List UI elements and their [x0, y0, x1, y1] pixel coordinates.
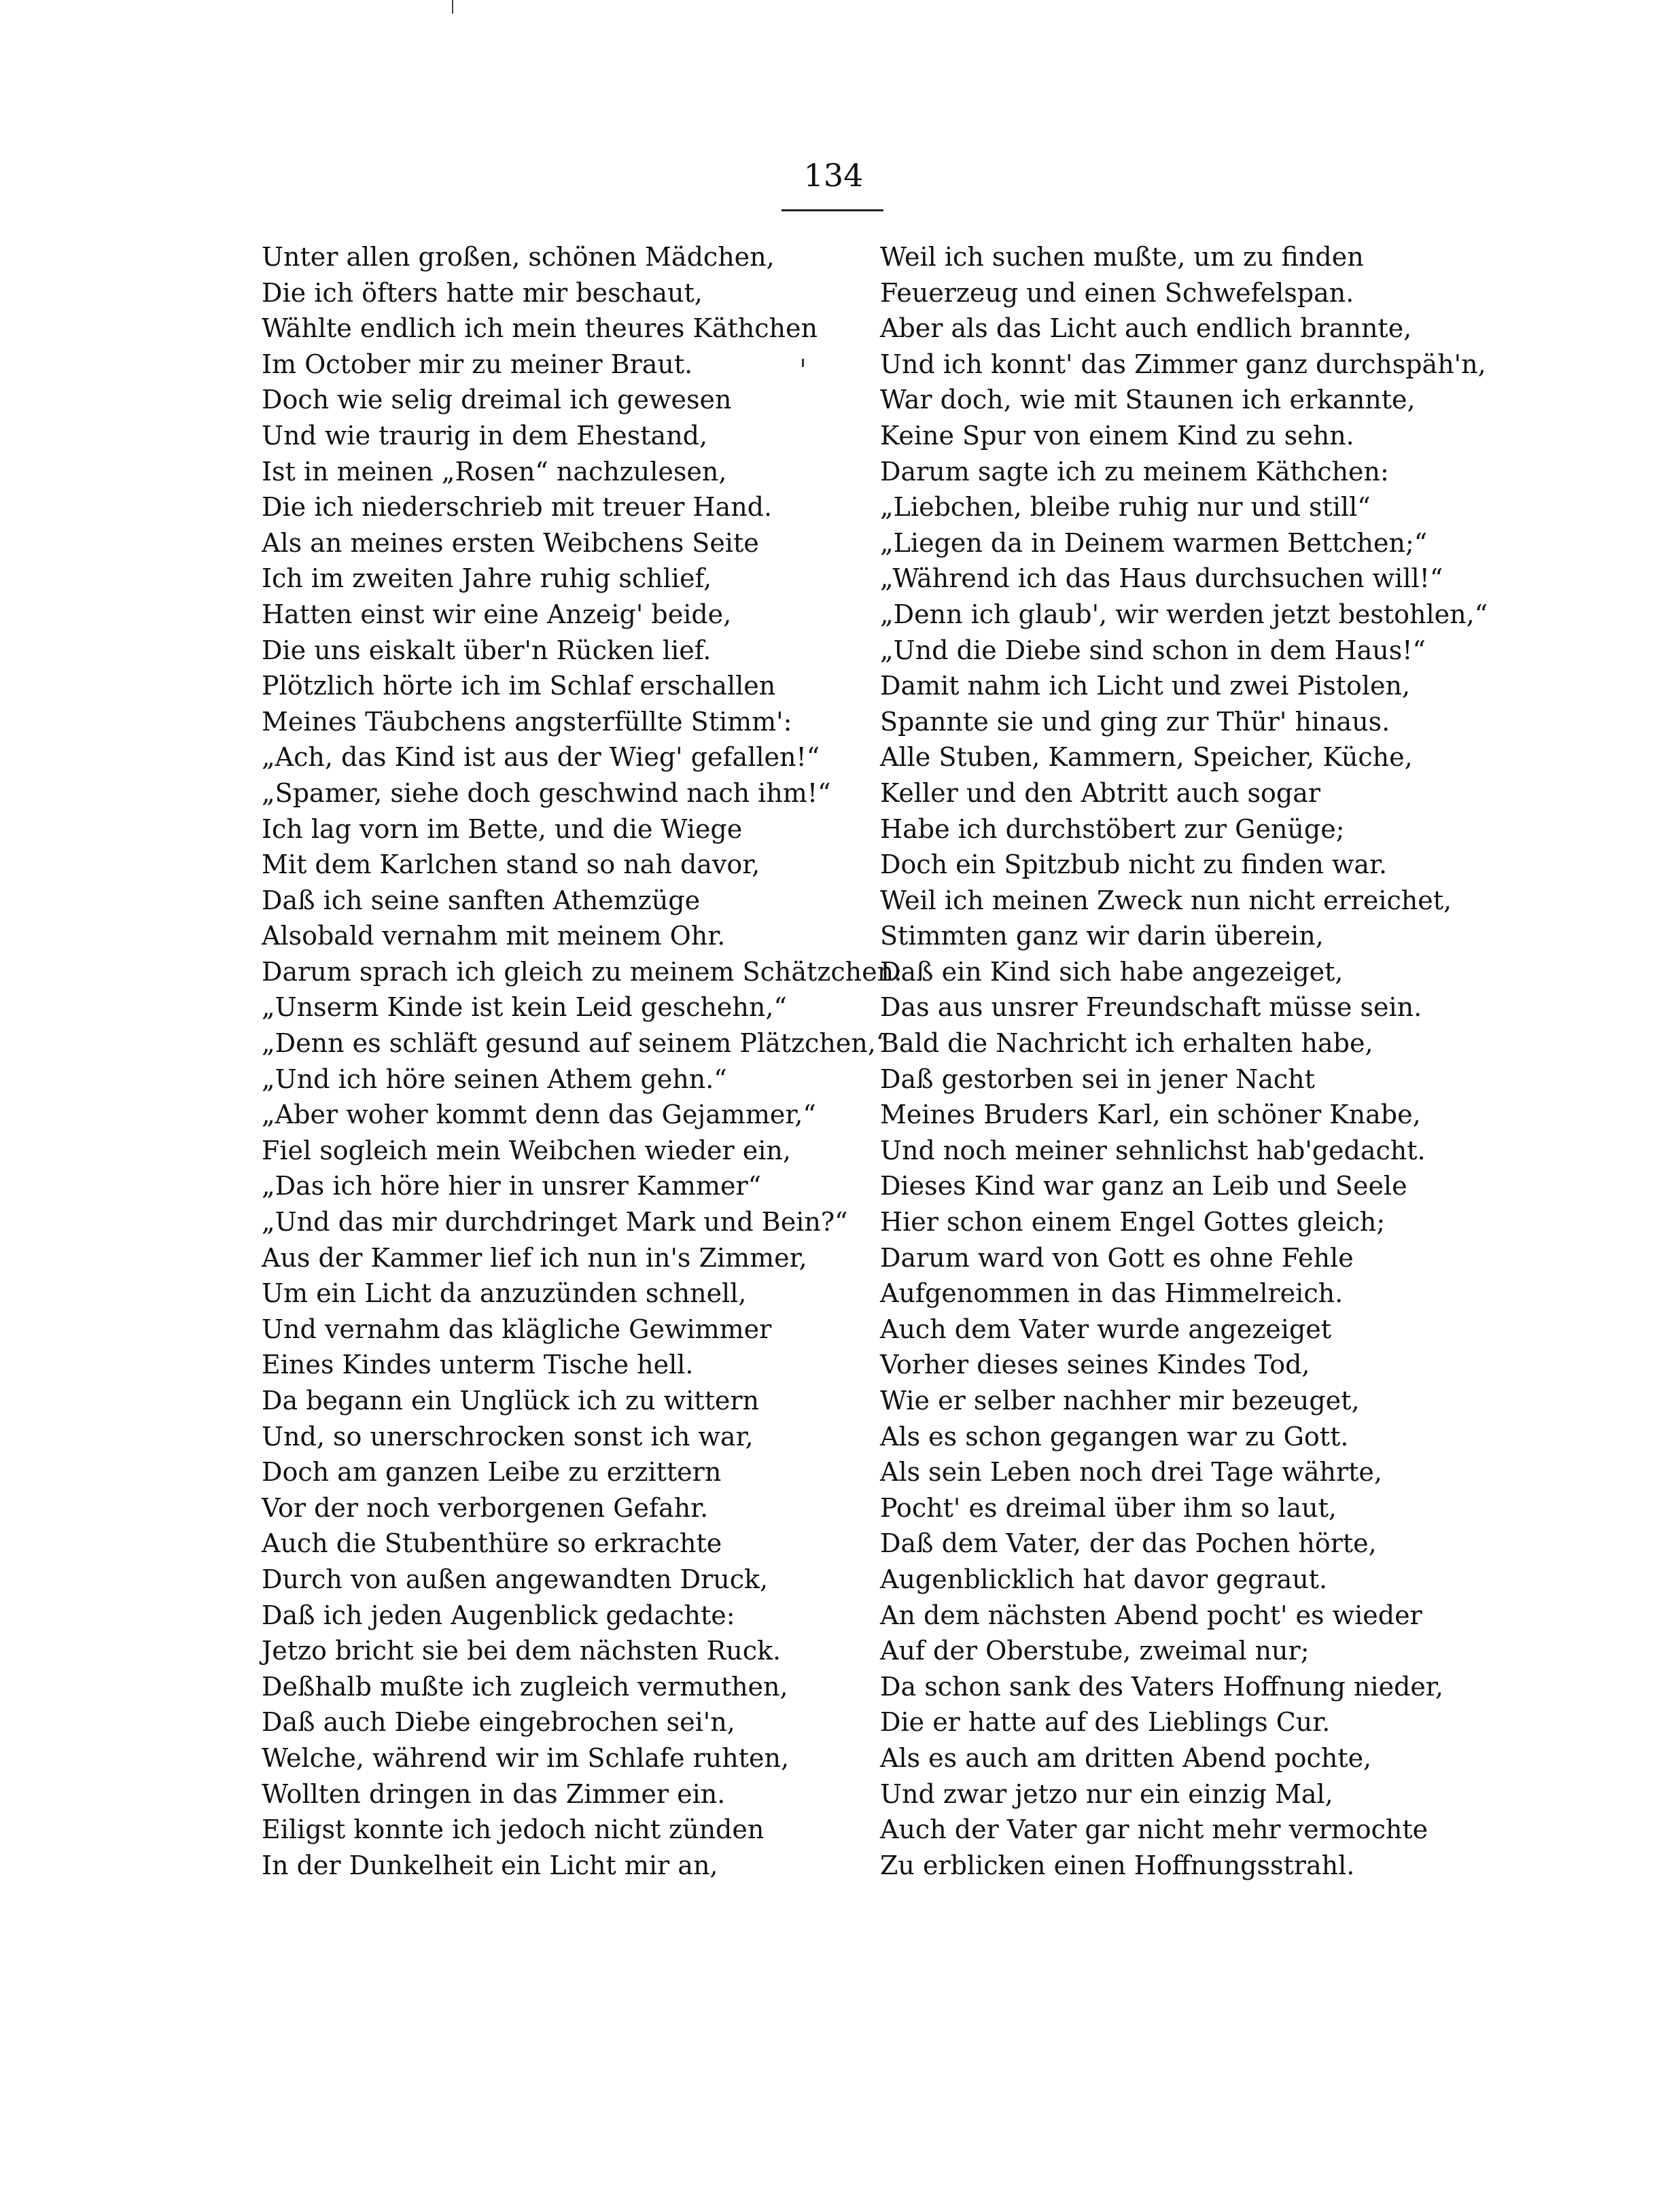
- verse-line: „Liebchen, bleibe ruhig nur und still“: [880, 492, 1371, 523]
- verse-line: Damit nahm ich Licht und zwei Pistolen,: [880, 671, 1411, 701]
- verse-line: Deßhalb mußte ich zugleich vermuthen,: [262, 1671, 788, 1702]
- verse-line: Dieses Kind war ganz an Leib und Seele: [880, 1171, 1407, 1201]
- verse-line: Wollten dringen in das Zimmer ein.: [262, 1778, 726, 1809]
- verse-line: Alle Stuben, Kammern, Speicher, Küche,: [880, 742, 1413, 773]
- verse-line: Keller und den Abtritt auch sogar: [880, 777, 1321, 808]
- verse-line: Ist in meinen „Rosen“ nachzulesen,: [262, 456, 727, 487]
- verse-line: „Ach, das Kind ist aus der Wieg' gefallen!“: [262, 742, 820, 773]
- verse-line: „Während ich das Haus durchsuchen will!“: [880, 563, 1443, 594]
- verse-line: Und, so unerschrocken sonst ich war,: [262, 1421, 754, 1452]
- verse-line: Hier schon einem Engel Gottes gleich;: [880, 1207, 1386, 1237]
- verse-line: Und vernahm das klägliche Gewimmer: [262, 1314, 772, 1344]
- verse-line: Die er hatte auf des Lieblings Cur.: [880, 1707, 1331, 1738]
- verse-line: Darum ward von Gott es ohne Fehle: [880, 1242, 1354, 1273]
- verse-line: „Denn es schläft gesund auf seinem Plätzchen,“: [262, 1028, 890, 1059]
- verse-line: Wie er selber nachher mir bezeuget,: [880, 1386, 1360, 1416]
- verse-line: „Spamer, siehe doch geschwind nach ihm!“: [262, 777, 831, 808]
- verse-line: Keine Spur von einem Kind zu sehn.: [880, 420, 1354, 451]
- verse-line: Meines Bruders Karl, ein schöner Knabe,: [880, 1100, 1421, 1130]
- verse-line: Aus der Kammer lief ich nun in's Zimmer,: [262, 1242, 807, 1273]
- verse-line: Eiligst konnte ich jedoch nicht zünden: [262, 1814, 765, 1845]
- verse-line: Habe ich durchstöbert zur Genüge;: [880, 813, 1345, 844]
- verse-line: „Liegen da in Deinem warmen Bettchen;“: [880, 527, 1428, 558]
- verse-line: Durch von außen angewandten Druck,: [262, 1564, 769, 1594]
- verse-line: Jetzo bricht sie bei dem nächsten Ruck.: [262, 1636, 782, 1666]
- verse-line: Pocht' es dreimal über ihm so laut,: [880, 1492, 1337, 1523]
- verse-line: Stimmten ganz wir darin überein,: [880, 921, 1324, 951]
- verse-line: Und wie traurig in dem Ehestand,: [262, 420, 708, 451]
- verse-line: In der Dunkelheit ein Licht mir an,: [262, 1850, 718, 1880]
- verse-line: Doch am ganzen Leibe zu erzittern: [262, 1457, 722, 1488]
- verse-line: Fiel sogleich mein Weibchen wieder ein,: [262, 1135, 791, 1165]
- verse-line: Die ich niederschrieb mit treuer Hand.: [262, 492, 773, 523]
- verse-line: Als es auch am dritten Abend pochte,: [880, 1742, 1372, 1773]
- verse-line: Daß auch Diebe eingebrochen sei'n,: [262, 1707, 735, 1738]
- verse-line: „Und das mir durchdringet Mark und Bein?“: [262, 1207, 848, 1237]
- verse-line: Doch wie selig dreimal ich gewesen: [262, 385, 732, 415]
- verse-line: Und zwar jetzo nur ein einzig Mal,: [880, 1778, 1333, 1809]
- verse-line: Wählte endlich ich mein theures Käthchen: [262, 313, 818, 344]
- verse-line: Welche, während wir im Schlafe ruhten,: [262, 1742, 790, 1773]
- verse-line: War doch, wie mit Staunen ich erkannte,: [880, 385, 1416, 415]
- verse-line: Spannte sie und ging zur Thür' hinaus.: [880, 706, 1390, 737]
- verse-line: Darum sagte ich zu meinem Käthchen:: [880, 456, 1389, 487]
- page-number: 134: [803, 157, 864, 194]
- verse-line: Vorher dieses seines Kindes Tod,: [880, 1350, 1310, 1380]
- verse-line: Augenblicklich hat davor gegraut.: [880, 1564, 1328, 1594]
- verse-line: Zu erblicken einen Hoffnungsstrahl.: [880, 1850, 1355, 1880]
- verse-line: Aufgenommen in das Himmelreich.: [880, 1278, 1344, 1309]
- verse-line: Weil ich meinen Zweck nun nicht erreichet,: [880, 885, 1452, 915]
- verse-line: Daß ich jeden Augenblick gedachte:: [262, 1600, 735, 1630]
- verse-line: Und noch meiner sehnlichst hab'gedacht.: [880, 1135, 1426, 1165]
- right-column: [880, 239, 1532, 1883]
- verse-line: Feuerzeug und einen Schwefelspan.: [880, 277, 1354, 308]
- verse-line: Plötzlich hörte ich im Schlaf erschallen: [262, 671, 776, 701]
- scan-mark: [452, 0, 453, 14]
- verse-line: Da schon sank des Vaters Hoffnung nieder,: [880, 1671, 1443, 1702]
- verse-line: „Und die Diebe sind schon in dem Haus!“: [880, 635, 1426, 665]
- verse-line: Vor der noch verborgenen Gefahr.: [262, 1492, 709, 1523]
- verse-line: Daß gestorben sei in jener Nacht: [880, 1064, 1315, 1094]
- verse-line: Bald die Nachricht ich erhalten habe,: [880, 1028, 1373, 1059]
- verse-line: Alsobald vernahm mit meinem Ohr.: [262, 921, 726, 951]
- verse-line: Da begann ein Unglück ich zu wittern: [262, 1386, 759, 1416]
- verse-line: Unter allen großen, schönen Mädchen,: [262, 242, 775, 272]
- verse-line: Ich im zweiten Jahre ruhig schlief,: [262, 563, 712, 594]
- verse-line: Hatten einst wir eine Anzeig' beide,: [262, 599, 732, 629]
- verse-line: Daß ein Kind sich habe angezeiget,: [880, 956, 1344, 987]
- verse-line: Auch dem Vater wurde angezeiget: [880, 1314, 1332, 1344]
- verse-line: Daß ich seine sanften Athemzüge: [262, 885, 701, 915]
- verse-line: „Unserm Kinde ist kein Leid geschehn,“: [262, 992, 787, 1023]
- verse-line: Auf der Oberstube, zweimal nur;: [880, 1636, 1310, 1666]
- verse-line: Als an meines ersten Weibchens Seite: [262, 527, 759, 558]
- verse-line: Weil ich suchen mußte, um zu finden: [880, 242, 1364, 272]
- verse-line: Aber als das Licht auch endlich brannte,: [880, 313, 1412, 344]
- verse-line: Als es schon gegangen war zu Gott.: [880, 1421, 1349, 1452]
- verse-line: „Das ich höre hier in unsrer Kammer“: [262, 1171, 762, 1201]
- verse-line: Um ein Licht da anzuzünden schnell,: [262, 1278, 747, 1309]
- verse-line: Auch der Vater gar nicht mehr vermochte: [880, 1814, 1428, 1845]
- verse-line: Eines Kindes unterm Tische hell.: [262, 1350, 694, 1380]
- verse-line: Die ich öfters hatte mir beschaut,: [262, 277, 703, 308]
- page-number-rule: [782, 209, 883, 211]
- verse-line: An dem nächsten Abend pocht' es wieder: [880, 1600, 1422, 1630]
- verse-line: Die uns eiskalt über'n Rücken lief.: [262, 635, 712, 665]
- verse-line: Mit dem Karlchen stand so nah davor,: [262, 849, 760, 880]
- left-column: [262, 239, 914, 1883]
- verse-line: Auch die Stubenthüre so erkrachte: [262, 1528, 722, 1559]
- verse-line: Und ich konnt' das Zimmer ganz durchspäh'n,: [880, 349, 1486, 379]
- verse-line: Darum sprach ich gleich zu meinem Schätzchen:: [262, 956, 902, 987]
- verse-line: Doch ein Spitzbub nicht zu finden war.: [880, 849, 1388, 880]
- verse-line: „Denn ich glaub', wir werden jetzt bestohlen,“: [880, 599, 1488, 629]
- verse-line: Im October mir zu meiner Braut.: [262, 349, 693, 379]
- verse-line: Als sein Leben noch drei Tage währte,: [880, 1457, 1382, 1488]
- verse-line: Das aus unsrer Freundschaft müsse sein.: [880, 992, 1422, 1023]
- verse-line: „Und ich höre seinen Athem gehn.“: [262, 1064, 727, 1094]
- verse-line: „Aber woher kommt denn das Gejammer,“: [262, 1100, 816, 1130]
- verse-line: Ich lag vorn im Bette, und die Wiege: [262, 813, 743, 844]
- verse-line: Daß dem Vater, der das Pochen hörte,: [880, 1528, 1377, 1559]
- verse-line: Meines Täubchens angsterfüllte Stimm':: [262, 706, 792, 737]
